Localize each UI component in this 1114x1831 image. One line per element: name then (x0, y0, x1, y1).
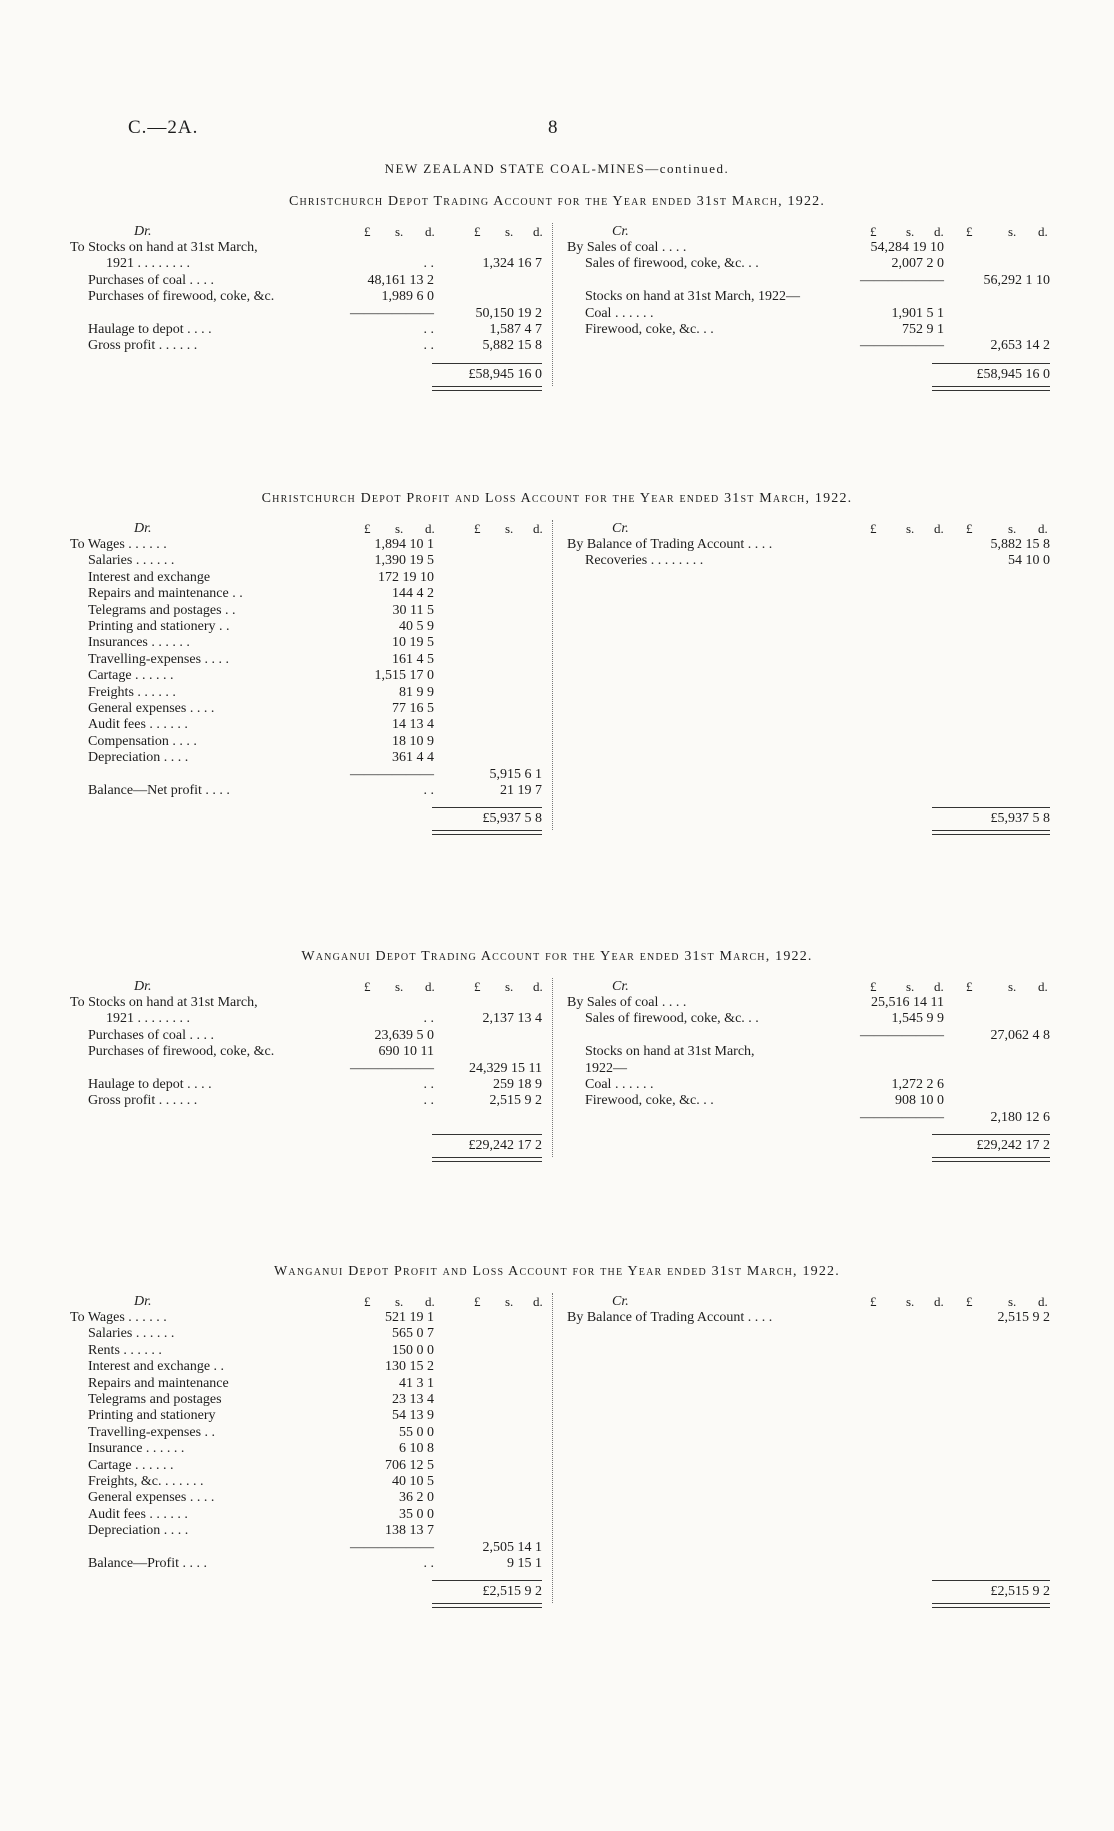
double-rule (932, 830, 1050, 835)
debit-amount: —————— (350, 305, 434, 321)
credit-total: 2,180 12 6 (990, 1109, 1050, 1125)
debit-amount: 161 4 5 (392, 651, 434, 667)
debit-amount: 138 13 7 (385, 1523, 434, 1539)
debit-item: Balance—Profit . . . . (88, 1556, 207, 1571)
credit-amount: —————— (860, 1027, 944, 1043)
debit-item: Interest and exchange (88, 569, 211, 585)
debit-item: 1921 . . . . . . . . (106, 1011, 190, 1027)
debit-amount: 40 5 9 (399, 619, 434, 634)
debit-item: Depreciation . . . . (88, 750, 189, 766)
column-heading: £ (870, 1294, 877, 1309)
debit-amount: . . (423, 1077, 434, 1092)
debit-item: Gross profit . . . . . . (88, 1093, 198, 1109)
debit-item: Gross profit . . . . . . (88, 338, 198, 354)
account-title: Wanganui Depot Profit and Loss Account for the Year ended 31st March, 1922. (274, 1264, 840, 1279)
debit-amount: —————— (350, 766, 434, 782)
debit-item: To Wages . . . . . . (70, 1310, 167, 1325)
column-heading: d. (934, 1294, 944, 1309)
debit-amount: 18 10 9 (392, 733, 434, 749)
account-title: Christchurch Depot Trading Account for the Year ended 31st March, 1922. (288, 194, 826, 209)
debit-grand-total: £2,515 9 2 (482, 1584, 542, 1600)
debit-amount: 706 12 5 (385, 1457, 434, 1473)
credit-item: By Sales of coal . . . . (567, 240, 687, 255)
credit-item: Firewood, coke, &c. . . (585, 322, 714, 337)
debit-amount: 30 11 5 (392, 602, 434, 618)
debit-amount: 35 0 0 (399, 1506, 434, 1522)
column-heading: s. (906, 521, 915, 536)
credit-item: 1922— (585, 1060, 627, 1076)
debit-label: Dr. (134, 979, 152, 994)
debit-item: Audit fees . . . . . . (88, 1506, 188, 1522)
debit-total: 259 18 9 (493, 1077, 542, 1092)
debit-amount: 690 10 11 (378, 1044, 434, 1060)
credit-grand-total: £2,515 9 2 (990, 1584, 1050, 1600)
account-section (0, 1264, 1114, 1600)
double-rule (932, 1157, 1050, 1162)
debit-amount: 521 19 1 (385, 1310, 434, 1325)
debit-total: 2,505 14 1 (482, 1539, 542, 1555)
debit-amount: . . (423, 1556, 434, 1571)
column-heading: d. (425, 1294, 435, 1309)
credit-total: 56,292 1 10 (983, 272, 1050, 288)
debit-item: Freights . . . . . . (88, 684, 176, 700)
debit-total: 1,587 4 7 (489, 322, 542, 337)
debit-label: Dr. (134, 521, 152, 536)
debit-item: Travelling-expenses . . (88, 1424, 216, 1440)
column-heading: £ (474, 224, 481, 239)
debit-amount: 55 0 0 (399, 1424, 434, 1440)
debit-item: Repairs and maintenance . . (88, 586, 243, 602)
column-heading: £ (966, 224, 973, 239)
debit-amount: 1,894 10 1 (374, 537, 434, 552)
credit-item: Stocks on hand at 31st March, (585, 1044, 755, 1060)
debit-item: Salaries . . . . . . (88, 1326, 175, 1342)
debit-amount: 23 13 4 (392, 1392, 434, 1407)
credit-label: Cr. (612, 1294, 629, 1309)
debit-amount: 54 13 9 (392, 1408, 434, 1424)
debit-amount: 48,161 13 2 (367, 272, 434, 288)
debit-amount: —————— (350, 1060, 434, 1076)
column-heading: £ (870, 979, 877, 994)
debit-amount: . . (423, 256, 434, 272)
total-rule (432, 363, 542, 364)
column-heading: s. (1008, 979, 1017, 994)
debit-total: 2,515 9 2 (489, 1093, 542, 1109)
debit-item: To Stocks on hand at 31st March, (70, 995, 258, 1010)
debit-amount: —————— (350, 1539, 434, 1555)
column-heading: s. (1008, 521, 1017, 536)
column-heading: £ (870, 521, 877, 536)
column-heading: s. (505, 521, 514, 536)
debit-amount: 41 3 1 (399, 1375, 434, 1391)
debit-total: 1,324 16 7 (482, 256, 542, 272)
debit-item: 1921 . . . . . . . . (106, 256, 190, 272)
total-rule (932, 807, 1050, 808)
debit-amount: . . (423, 338, 434, 354)
debit-item: Purchases of coal . . . . (88, 272, 214, 288)
column-heading: d. (533, 1294, 543, 1309)
column-heading: £ (364, 1294, 371, 1309)
double-rule (432, 1603, 542, 1608)
debit-amount: 144 4 2 (392, 586, 434, 602)
debit-item: Telegrams and postages . . (88, 602, 236, 618)
debit-item: Freights, &c. . . . . . . (88, 1474, 204, 1489)
credit-item: Sales of firewood, coke, &c. . . (585, 256, 759, 272)
debit-amount: 361 4 4 (392, 750, 434, 766)
total-rule (932, 1580, 1050, 1581)
column-heading: s. (505, 1294, 514, 1309)
credit-amount: —————— (860, 272, 944, 288)
credit-amount: 1,272 2 6 (891, 1077, 944, 1092)
account-section (0, 950, 1114, 1250)
total-rule (432, 1134, 542, 1135)
column-heading: d. (425, 224, 435, 239)
credit-item: Coal . . . . . . (585, 305, 654, 321)
debit-item: Repairs and maintenance (88, 1375, 229, 1391)
credit-item: By Balance of Trading Account . . . . (567, 537, 773, 552)
debit-item: To Wages . . . . . . (70, 537, 167, 552)
debit-total: 5,915 6 1 (489, 766, 542, 782)
debit-item: Insurance . . . . . . (88, 1441, 185, 1457)
total-rule (932, 1134, 1050, 1135)
debit-item: Travelling-expenses . . . . (88, 651, 230, 667)
credit-amount: 908 10 0 (895, 1093, 944, 1109)
column-heading: £ (966, 521, 973, 536)
double-rule (432, 830, 542, 835)
column-divider (552, 520, 553, 830)
debit-item: Printing and stationery . . (88, 619, 230, 634)
debit-amount: 14 13 4 (392, 717, 434, 733)
debit-item: Salaries . . . . . . (88, 553, 175, 569)
debit-amount: 1,515 17 0 (374, 668, 434, 684)
debit-total: 9 15 1 (507, 1556, 542, 1571)
main-title: NEW ZEALAND STATE COAL-MINES—continued. (384, 161, 730, 176)
column-heading: d. (533, 979, 543, 994)
debit-item: Printing and stationery (88, 1408, 216, 1424)
credit-item: By Balance of Trading Account . . . . (567, 1310, 773, 1325)
column-heading: £ (364, 521, 371, 536)
debit-item: Balance—Net profit . . . . (88, 783, 230, 798)
debit-item: Purchases of coal . . . . (88, 1027, 214, 1043)
credit-amount: —————— (860, 338, 944, 354)
debit-item: Depreciation . . . . (88, 1523, 189, 1539)
debit-item: Audit fees . . . . . . (88, 717, 188, 733)
column-divider (552, 1293, 553, 1603)
column-heading: s. (906, 1294, 915, 1309)
debit-item: General expenses . . . . (88, 701, 215, 716)
double-rule (432, 386, 542, 391)
debit-total: 21 19 7 (500, 783, 542, 798)
column-heading: £ (474, 979, 481, 994)
page-number: 8 (548, 117, 558, 138)
debit-amount: 36 2 0 (399, 1490, 434, 1506)
debit-total: 24,329 15 11 (469, 1060, 542, 1076)
credit-total: 27,062 4 8 (990, 1027, 1050, 1043)
credit-total: 54 10 0 (1008, 553, 1050, 569)
column-divider (552, 223, 553, 386)
debit-item: Interest and exchange . . (88, 1359, 225, 1375)
debit-item: Purchases of firewood, coke, &c. (88, 289, 275, 305)
double-rule (432, 1157, 542, 1162)
column-heading: £ (966, 1294, 973, 1309)
debit-item: Telegrams and postages (88, 1392, 222, 1407)
debit-amount: 1,390 19 5 (374, 553, 434, 569)
debit-amount: 172 19 10 (378, 569, 434, 585)
debit-amount: 6 10 8 (399, 1441, 434, 1457)
column-heading: d. (1038, 1294, 1048, 1309)
credit-item: Coal . . . . . . (585, 1077, 654, 1092)
credit-total: 5,882 15 8 (990, 537, 1050, 552)
debit-label: Dr. (134, 1294, 152, 1309)
debit-item: To Stocks on hand at 31st March, (70, 240, 258, 255)
credit-item: By Sales of coal . . . . (567, 995, 687, 1010)
column-heading: d. (533, 224, 543, 239)
credit-amount: 752 9 1 (902, 322, 944, 337)
column-heading: d. (533, 521, 543, 536)
total-rule (432, 1580, 542, 1581)
column-heading: s. (395, 521, 404, 536)
column-heading: s. (906, 224, 915, 239)
credit-label: Cr. (612, 979, 629, 994)
debit-item: Haulage to depot . . . . (88, 1077, 212, 1092)
account-section (0, 195, 1114, 495)
column-heading: £ (364, 224, 371, 239)
column-heading: d. (1038, 521, 1048, 536)
debit-grand-total: £5,937 5 8 (482, 811, 542, 827)
double-rule (932, 386, 1050, 391)
credit-item: Firewood, coke, &c. . . (585, 1093, 714, 1109)
debit-amount: . . (423, 1011, 434, 1027)
credit-item: Recoveries . . . . . . . . (585, 553, 704, 569)
credit-label: Cr. (612, 224, 629, 239)
debit-grand-total: £29,242 17 2 (468, 1138, 542, 1154)
credit-grand-total: £29,242 17 2 (976, 1138, 1050, 1154)
credit-amount: —————— (860, 1109, 944, 1125)
column-heading: d. (425, 521, 435, 536)
credit-total: 2,653 14 2 (990, 338, 1050, 354)
credit-amount: 54,284 19 10 (870, 240, 944, 255)
column-heading: s. (505, 979, 514, 994)
debit-total: 5,882 15 8 (482, 338, 542, 354)
debit-amount: 150 0 0 (392, 1342, 434, 1358)
credit-grand-total: £58,945 16 0 (976, 366, 1050, 382)
debit-amount: 40 10 5 (392, 1474, 434, 1489)
credit-label: Cr. (612, 521, 629, 536)
column-heading: £ (966, 979, 973, 994)
debit-item: Haulage to depot . . . . (88, 322, 212, 337)
column-heading: d. (425, 979, 435, 994)
debit-amount: 81 9 9 (399, 684, 434, 700)
document-code: C.—2A. (128, 117, 199, 138)
double-rule (932, 1603, 1050, 1608)
column-heading: s. (1008, 1294, 1017, 1309)
column-heading: s. (505, 224, 514, 239)
column-heading: s. (1008, 224, 1017, 239)
debit-amount: . . (423, 322, 434, 337)
column-heading: s. (395, 224, 404, 239)
debit-label: Dr. (134, 224, 152, 239)
column-heading: £ (870, 224, 877, 239)
account-title: Christchurch Depot Profit and Loss Account for the Year ended 31st March, 1922. (261, 491, 853, 506)
debit-total: 50,150 19 2 (475, 305, 542, 321)
account-title: Wanganui Depot Trading Account for the Year ended 31st March, 1922. (301, 949, 813, 964)
column-heading: d. (934, 224, 944, 239)
column-heading: d. (934, 979, 944, 994)
credit-item: Stocks on hand at 31st March, 1922— (585, 289, 801, 305)
debit-amount: 130 15 2 (385, 1359, 434, 1375)
credit-grand-total: £5,937 5 8 (990, 811, 1050, 827)
debit-item: Cartage . . . . . . (88, 1457, 174, 1473)
account-section (0, 491, 1114, 827)
debit-amount: 565 0 7 (392, 1326, 434, 1342)
debit-amount: 10 19 5 (392, 635, 434, 651)
credit-amount: 2,007 2 0 (891, 256, 944, 272)
total-rule (432, 807, 542, 808)
column-divider (552, 978, 553, 1157)
credit-item: Sales of firewood, coke, &c. . . (585, 1011, 759, 1027)
credit-amount: 1,545 9 9 (891, 1011, 944, 1027)
column-heading: s. (906, 979, 915, 994)
column-heading: £ (474, 521, 481, 536)
debit-amount: 77 16 5 (392, 701, 434, 716)
column-heading: s. (395, 1294, 404, 1309)
credit-amount: 1,901 5 1 (891, 305, 944, 321)
debit-amount: 1,989 6 0 (381, 289, 434, 305)
debit-item: Insurances . . . . . . (88, 635, 190, 651)
column-heading: d. (934, 521, 944, 536)
debit-grand-total: £58,945 16 0 (468, 366, 542, 382)
column-heading: s. (395, 979, 404, 994)
debit-item: Purchases of firewood, coke, &c. (88, 1044, 275, 1060)
credit-amount: 25,516 14 11 (871, 995, 944, 1010)
debit-amount: 23,639 5 0 (374, 1027, 434, 1043)
debit-total: 2,137 13 4 (482, 1011, 542, 1027)
column-heading: d. (1038, 224, 1048, 239)
debit-item: Compensation . . . . (88, 733, 197, 749)
column-heading: £ (364, 979, 371, 994)
debit-item: Cartage . . . . . . (88, 668, 174, 684)
column-heading: £ (474, 1294, 481, 1309)
debit-item: Rents . . . . . . (88, 1342, 162, 1358)
debit-amount: . . (423, 1093, 434, 1109)
debit-amount: . . (423, 783, 434, 798)
credit-total: 2,515 9 2 (997, 1310, 1050, 1325)
debit-item: General expenses . . . . (88, 1490, 215, 1506)
total-rule (932, 363, 1050, 364)
column-heading: d. (1038, 979, 1048, 994)
